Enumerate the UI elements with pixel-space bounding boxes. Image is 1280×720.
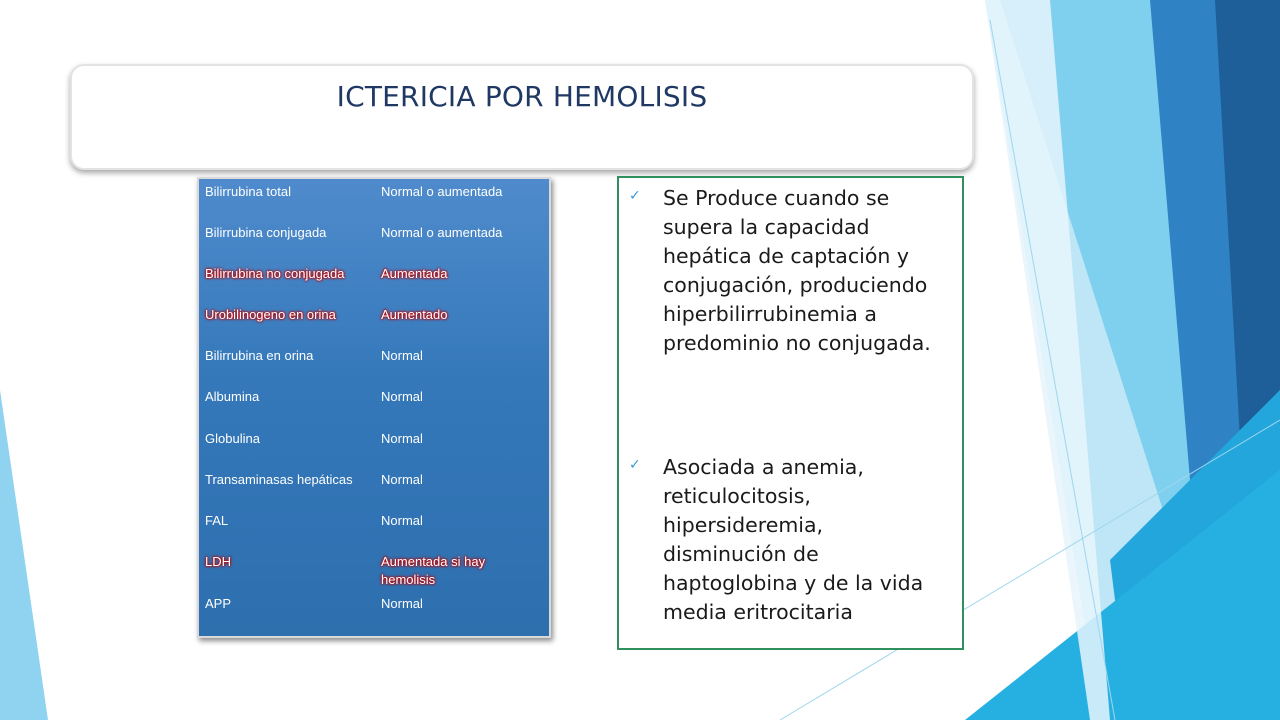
- lab-test-name-text: Bilirrubina conjugada: [205, 225, 327, 240]
- lab-test-result: [381, 388, 541, 406]
- lab-test-result: [381, 183, 541, 201]
- lab-test-result: [381, 306, 541, 324]
- checkmark-icon: ✓: [629, 188, 641, 204]
- lab-test-name: [205, 388, 373, 406]
- lab-test-name-text: LDH: [205, 554, 232, 569]
- left-accent-shape: [0, 390, 48, 720]
- lab-test-name-text: APP: [205, 596, 232, 611]
- lab-test-name-text: Bilirrubina en orina: [205, 348, 314, 363]
- lab-test-name-text: Globulina: [205, 431, 260, 446]
- lab-test-name: [205, 224, 373, 242]
- lab-test-name: [205, 553, 373, 571]
- notes-box: [617, 176, 964, 650]
- lab-test-result-text: Normal: [381, 431, 423, 446]
- lab-test-result-text: Aumentada: [381, 266, 448, 281]
- lab-test-result: [381, 512, 541, 530]
- lab-test-name-text: Albumina: [205, 389, 260, 404]
- slide-title: ICTERICIA POR HEMOLISIS: [336, 80, 708, 113]
- lab-test-name: [205, 265, 373, 283]
- lab-test-result-text: Normal o aumentada: [381, 225, 503, 240]
- checkmark-icon: ✓: [629, 457, 641, 473]
- bullet-text: Asociada a anemia, reticulocitosis, hipersideremia, disminución de haptoglobina y de la vida media eritrocitaria: [663, 455, 924, 624]
- lab-test-result-text: Normal: [381, 348, 423, 363]
- lab-results-table: [197, 177, 551, 638]
- lab-test-name: [205, 430, 373, 448]
- lab-test-result: [381, 265, 541, 283]
- lab-test-name-text: Transaminasas hepáticas: [205, 472, 353, 487]
- title-bar: [70, 64, 974, 170]
- lab-test-result-text: Normal: [381, 389, 423, 404]
- lab-test-name: [205, 306, 373, 324]
- lab-test-name: [205, 471, 373, 489]
- lab-test-result: [381, 224, 541, 242]
- lab-test-name: [205, 595, 373, 613]
- lab-test-name-text: Bilirrubina no conjugada: [205, 266, 345, 281]
- lab-test-result: [381, 430, 541, 448]
- lab-test-name-text: Urobilinogeno en orina: [205, 307, 336, 322]
- lab-test-result-text: Normal: [381, 596, 423, 611]
- lab-test-name: [205, 183, 373, 201]
- lab-test-result: [381, 347, 541, 365]
- lab-test-result: [381, 471, 541, 489]
- lab-test-name-text: FAL: [205, 513, 229, 528]
- lab-test-result-text: Normal o aumentada: [381, 184, 503, 199]
- lab-test-result-text: Normal: [381, 513, 423, 528]
- lab-test-result: [381, 595, 541, 613]
- lab-test-result: [381, 553, 541, 589]
- lab-test-result-text: Aumentado: [381, 307, 448, 322]
- lab-test-name: [205, 347, 373, 365]
- lab-test-name: [205, 512, 373, 530]
- lab-test-result-text: Aumentada si hay hemolisis: [381, 554, 486, 587]
- lab-test-result-text: Normal: [381, 472, 423, 487]
- bullet-text: Se Produce cuando se supera la capacidad hepática de captación y conjugación, produciendo hiperbilirrubinemia a predominio no conjugada.: [663, 186, 931, 355]
- lab-test-name-text: Bilirrubina total: [205, 184, 291, 199]
